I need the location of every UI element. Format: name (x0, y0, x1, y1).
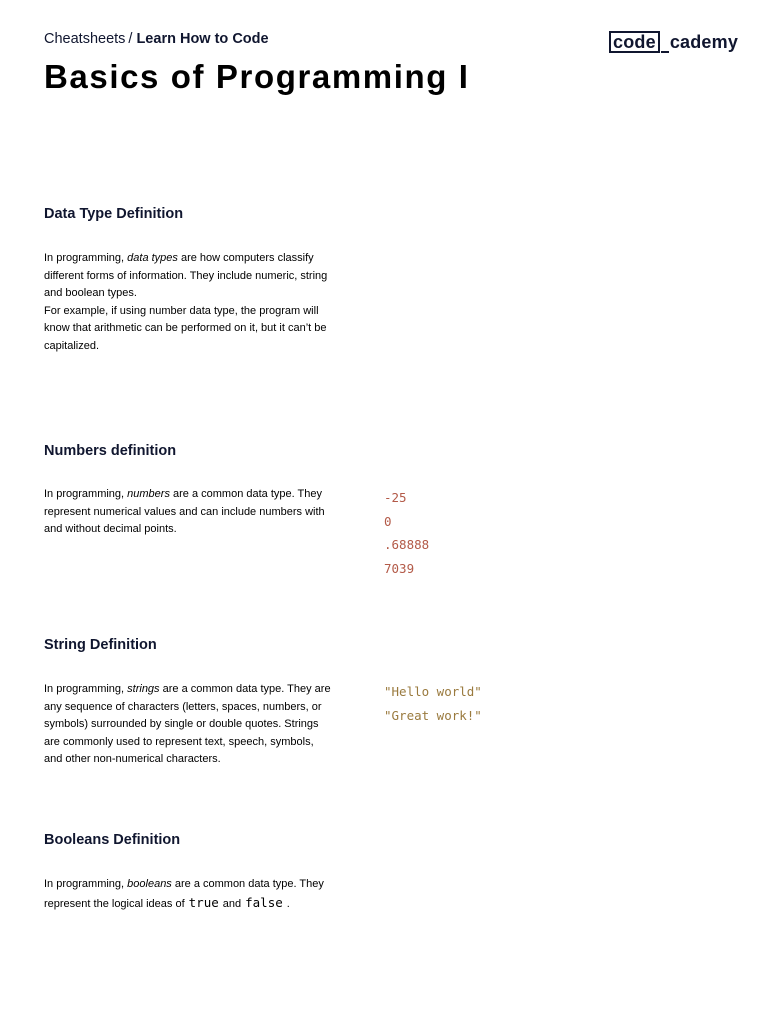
codecademy-logo[interactable] (609, 31, 738, 55)
booleans-heading: Booleans Definition (44, 832, 181, 848)
code-line: -25 (384, 490, 407, 505)
numbers-description (44, 486, 334, 539)
breadcrumb-cheatsheets-link[interactable]: Cheatsheets (44, 31, 126, 47)
code-line: "Great work!" (384, 707, 482, 723)
breadcrumb (44, 31, 269, 47)
inline-code-true: true (188, 894, 219, 910)
data-type-paragraph-1: In programming, data types are how computers classify different forms of information. They include numeric, string and boolean types. (44, 252, 328, 299)
logo-cademy-text: cademy (669, 32, 739, 52)
string-description (44, 681, 334, 769)
numbers-paragraph: In programming, numbers are a common data type. They represent numerical values and can include numbers with and without decimal points. (44, 488, 325, 535)
breadcrumb-separator: / (128, 31, 133, 47)
code-line: .68888 (384, 537, 430, 552)
numbers-code-example (384, 486, 429, 580)
numbers-heading: Numbers definition (44, 443, 177, 459)
breadcrumb-current[interactable]: Learn How to Code (136, 31, 269, 47)
data-type-heading: Data Type Definition (44, 206, 184, 222)
data-type-paragraph-2: For example, if using number data type, the program will know that arithmetic can be performed on it, but it can’t be capitalized. (44, 304, 327, 352)
page-title: Basics of Programming I (44, 58, 470, 95)
string-code-example (384, 680, 482, 727)
code-line: 0 (384, 513, 392, 529)
logo-code-box: code (609, 31, 660, 53)
booleans-description (44, 876, 334, 913)
inline-code-false: false (245, 894, 283, 910)
string-paragraph: In programming, strings are a common data type. They are any sequence of characters (letters, spaces, numbers, or symbols) surrounded by single or double quotes. Strings are commonly used to represent text, speech, symbols, and other non-numerical characters. (44, 683, 331, 765)
code-line: 7039 (384, 560, 415, 576)
data-type-description (44, 250, 334, 355)
string-heading: String Definition (44, 637, 157, 653)
code-line: "Hello world" (384, 684, 482, 699)
logo-cursor-icon (661, 51, 669, 53)
booleans-paragraph: In programming, booleans are a common data type. They represent the logical ideas of true and false . (44, 878, 324, 910)
